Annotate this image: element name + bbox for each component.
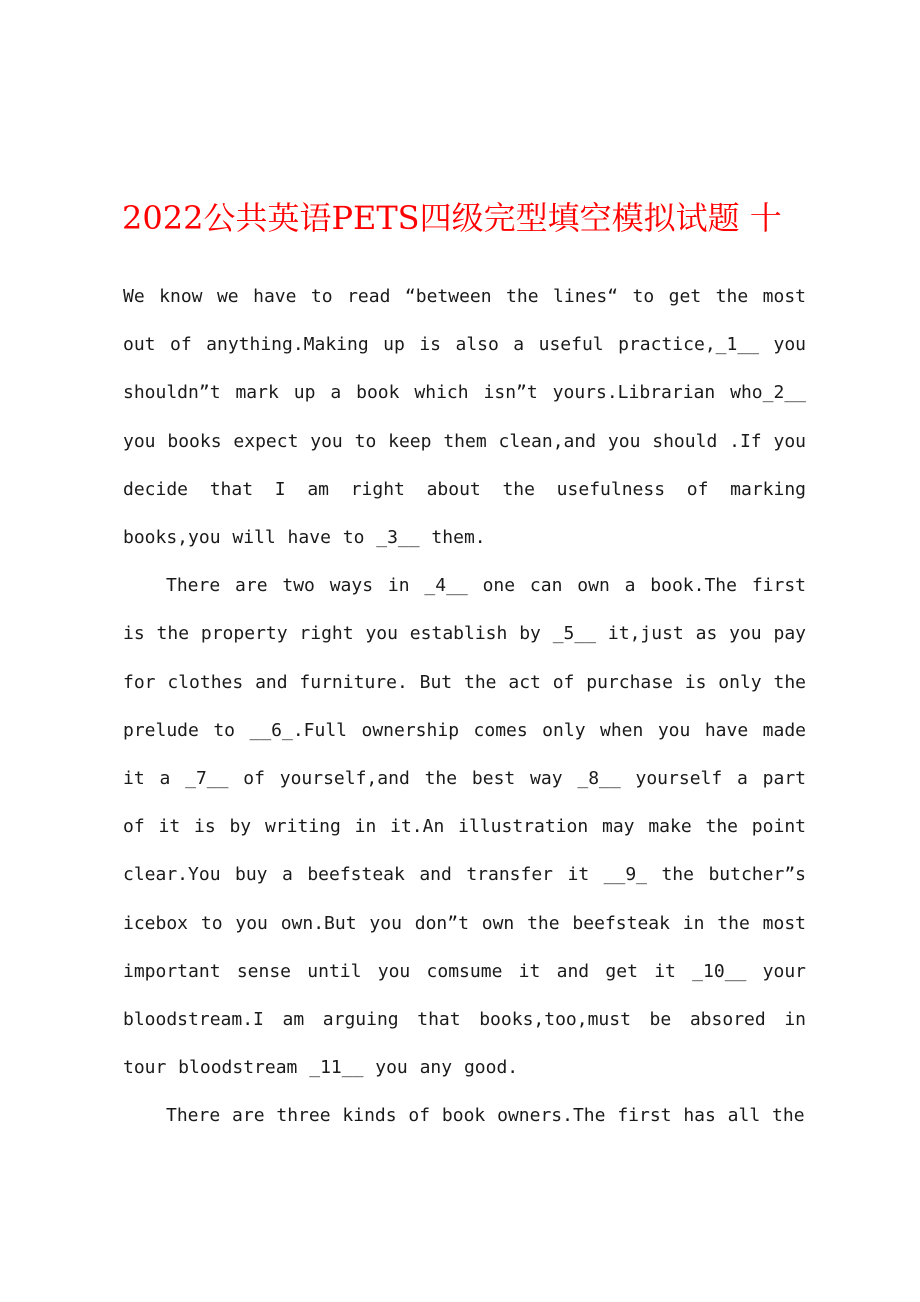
document-body [123, 273, 806, 1141]
paragraph-2: There are two ways in _4__ one can own a book.The first is the property right you establish by _5__ it,just as you pay for clothes and furniture. But the act of purchase is only the prelude to __6_.Full ownership comes only when you have made it a _7__ of yourself,and the best way _8__ yourself a part of it is by writing in it.An illustration may make the point clear.You buy a beefsteak and transfer it __9_ the butcher”s icebox to you own.But you don”t own the beefsteak in the most important sense until you comsume it and get it _10__ your bloodstream.I am arguing that books,too,must be absored in tour bloodstream _11__ you any good. [123, 575, 806, 1079]
document-title: 2022公共英语PETS四级完型填空模拟试题 十 [122, 199, 782, 237]
paragraph-1: We know we have to read “between the lines“ to get the most out of anything.Making up is also a useful practice,_1__ you shouldn”t mark up a book which isn”t yours.Librarian who_2__ you books expect you to keep them clean,and you should .If you decide that I am right about the usefulness of marking books,you will have to _3__ them. [123, 286, 806, 549]
paragraph-3: There are three kinds of book owners.The first has all the [166, 1105, 805, 1127]
